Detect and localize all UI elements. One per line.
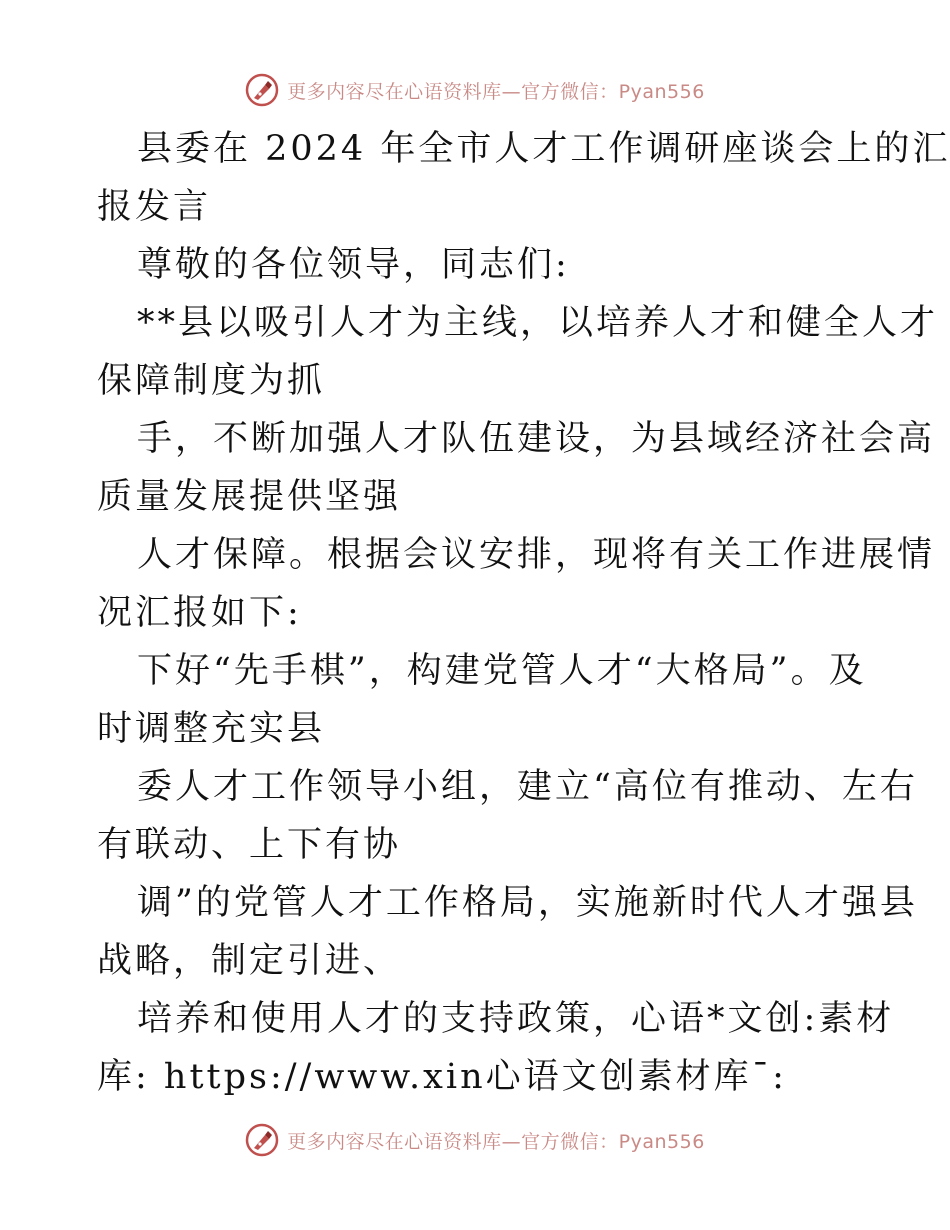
text-line: 培养和使用人才的支持政策，心语*文创:素材	[137, 999, 895, 1039]
footer-watermark	[0, 1122, 950, 1158]
text-line: 人才保障。根据会议安排，现将有关工作进展情	[137, 535, 936, 575]
text-line: 报发言	[97, 187, 212, 227]
watermark-text: 更多内容尽在心语资料库—官方微信：Pyan556	[287, 1130, 705, 1153]
header-watermark	[0, 72, 950, 108]
watermark-text: 更多内容尽在心语资料库—官方微信：Pyan556	[287, 80, 705, 103]
text-line: 县委在 2024 年全市人才工作调研座谈会上的汇	[137, 129, 950, 169]
pen-nib-logo-icon	[245, 73, 279, 107]
text-line: 况汇报如下:	[97, 593, 302, 633]
pen-nib-logo-icon	[245, 1123, 279, 1157]
text-line: 库: https://www.xin心语文创素材库¯:	[97, 1057, 787, 1097]
text-line: 时调整充实县	[97, 709, 326, 749]
document-body	[97, 120, 950, 1106]
text-line: 尊敬的各位领导，同志们:	[137, 245, 570, 285]
text-line: 战略，制定引进、	[97, 941, 402, 981]
text-line: 质量发展提供坚强	[97, 477, 402, 517]
text-line: 有联动、上下有协	[97, 825, 402, 865]
text-line: 下好“先手棋”，构建党管人才“大格局”。及	[137, 651, 867, 691]
text-line: 手，不断加强人才队伍建设，为县域经济社会高	[137, 419, 936, 459]
text-line: 调”的党管人才工作格局，实施新时代人才强县	[137, 883, 918, 923]
text-line: 委人才工作领导小组，建立“高位有推动、左右	[137, 767, 918, 807]
text-line: 保障制度为抓	[97, 361, 326, 401]
text-line: **县以吸引人才为主线，以培养人才和健全人才	[137, 303, 939, 343]
